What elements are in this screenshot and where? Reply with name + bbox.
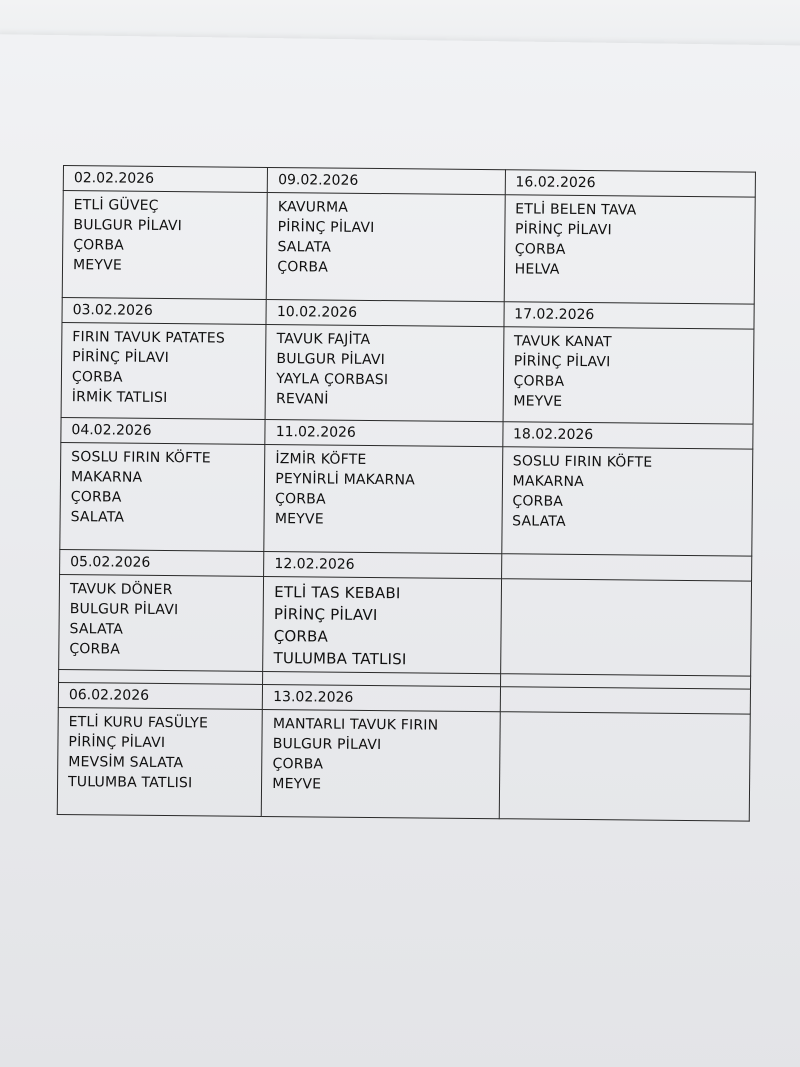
meal-item: MANTARLI TAVUK FIRIN [272,716,439,734]
date-cell: 18.02.2026 [502,422,753,449]
date-cell: 17.02.2026 [504,302,755,329]
meal-item: ÇORBA [514,241,566,258]
date-cell [500,687,751,714]
meal-item: BULGUR PİLAVI [276,351,386,369]
meal-item: MAKARNA [512,473,585,491]
meal-item: ÇORBA [277,259,329,276]
meal-item: ETLİ KURU FASÜLYE [68,714,209,732]
meal-row [61,322,754,424]
meal-item: ETLİ TAS KEBABI [274,583,401,603]
meal-item: TULUMBA TATLISI [68,774,193,792]
meal-item: KAVURMA [277,199,349,216]
meal-cell [503,327,754,424]
meal-item [512,583,741,585]
date-cell: 06.02.2026 [58,682,263,709]
meal-cell [264,444,502,553]
meal-item: SALATA [69,621,124,638]
meal-item: MEYVE [513,393,563,410]
meal-row [57,707,750,821]
meal-cell [501,447,752,556]
date-cell: 12.02.2026 [264,551,502,578]
meal-item: TAVUK KANAT [513,333,612,351]
meal-cell [499,712,750,821]
menu-table [57,165,756,822]
meal-cell [504,195,755,304]
date-cell [501,554,752,581]
date-cell: 09.02.2026 [268,167,506,194]
meal-item: BULGUR PİLAVI [272,736,382,754]
date-cell: 04.02.2026 [61,417,266,444]
date-cell: 02.02.2026 [63,166,268,193]
meal-item: MAKARNA [70,469,143,486]
date-cell: 11.02.2026 [265,419,503,446]
date-cell: 05.02.2026 [60,549,265,576]
meal-cell [265,324,503,421]
meal-item: BULGUR PİLAVI [73,217,183,235]
meal-item: ÇORBA [73,237,125,254]
date-cell: 13.02.2026 [263,684,501,711]
meal-item: PİRİNÇ PİLAVI [72,349,170,367]
meal-item: REVANİ [275,391,329,408]
meal-cell [263,576,501,673]
meal-item: ÇORBA [69,641,121,658]
meal-item: PİRİNÇ PİLAVI [68,734,166,752]
meal-item: MEVSİM SALATA [68,754,184,772]
meal-item: PİRİNÇ PİLAVI [513,353,611,371]
meal-cell [57,707,262,816]
meal-item: TULUMBA TATLISI [273,649,407,669]
date-cell: 03.02.2026 [62,297,267,324]
meal-cell [500,579,751,676]
meal-item: ÇORBA [272,756,324,773]
meal-row [60,442,753,556]
meal-item: ÇORBA [513,373,565,390]
meal-item: ETLİ GÜVEÇ [73,197,159,214]
meal-item [512,583,741,585]
meal-item: SALATA [512,513,566,530]
meal-item: ÇORBA [273,627,329,646]
meal-item: SALATA [277,239,332,256]
meal-item: SALATA [70,509,125,526]
meal-cell [266,192,504,301]
meal-item: ÇORBA [275,491,326,508]
meal-item: TAVUK FAJİTA [276,331,371,348]
meal-item: İRMİK TATLISI [71,389,168,407]
meal-item: SOSLU FIRIN KÖFTE [71,449,211,467]
meal-cell [59,574,264,671]
meal-item [512,583,741,585]
date-cell: 10.02.2026 [266,299,504,326]
meal-cell [61,322,266,419]
meal-item: MEYVE [274,511,324,528]
meal-item: FIRIN TAVUK PATATES [72,329,226,347]
meal-item: ÇORBA [512,493,564,510]
meal-item: ETLİ BELEN TAVA [515,201,637,219]
meal-cell [60,442,265,551]
meal-item: TAVUK DÖNER [69,581,173,599]
meal-cell [62,191,267,300]
meal-item: PİRİNÇ PİLAVI [273,605,378,625]
meal-item: HELVA [514,261,560,278]
meal-item: PİRİNÇ PİLAVI [514,221,612,239]
meal-item: SOSLU FIRIN KÖFTE [512,453,653,471]
meal-row [62,191,755,305]
meal-item [510,716,739,718]
meal-item [510,716,739,718]
meal-cell [262,709,500,818]
meal-item: MEYVE [72,257,123,274]
meal-item: ÇORBA [71,369,123,386]
meal-item [510,716,739,718]
meal-item: BULGUR PİLAVI [69,601,179,619]
meal-item: YAYLA ÇORBASI [276,371,389,389]
meal-item: ÇORBA [70,489,122,506]
meal-item [512,583,741,585]
date-cell: 16.02.2026 [505,170,756,197]
meal-item: PEYNİRLİ MAKARNA [275,471,416,489]
meal-item: İZMİR KÖFTE [275,451,367,468]
meal-item [510,716,739,718]
meal-row [59,574,752,676]
meal-item: PİRİNÇ PİLAVI [277,219,375,236]
meal-item: MEYVE [272,776,322,793]
